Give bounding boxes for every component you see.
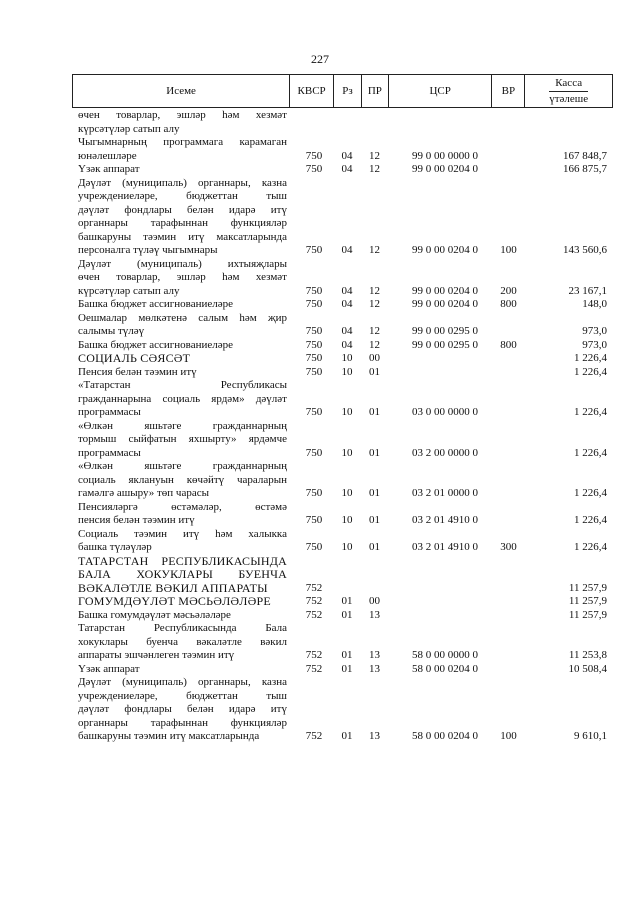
row-name [72, 460, 289, 501]
row-pr: 12 [369, 298, 380, 310]
row-pr: 12 [369, 163, 380, 175]
row-name [72, 501, 289, 528]
row-name-line: Үзәк аппарат [78, 163, 140, 175]
row-name-line: «Татарстан Республикасы [78, 379, 287, 391]
row-name [72, 595, 289, 609]
header-rz: Рз [333, 75, 361, 107]
row-tsr: 99 0 00 0204 0 [412, 284, 478, 297]
row-rz: 04 [341, 149, 353, 162]
row-pr: 00 [369, 352, 380, 364]
row-tsr: 99 0 00 0204 0 [412, 298, 478, 310]
row-pr: 12 [369, 244, 380, 256]
row-kassa: 11 257,9 [568, 595, 607, 607]
row-kvsr: 750 [305, 352, 323, 364]
header-name: Исеме [166, 85, 196, 97]
row-rz: 04 [341, 338, 353, 351]
row-name-line: Башка бюджет ассигнованиеләре [78, 298, 233, 310]
row-name-line: «Өлкән яшьтәге гражданнарның [78, 460, 287, 472]
row-vr: 800 [500, 298, 517, 310]
row-name-line: Пенсияләргә өстәмәләр, өстәмә [78, 500, 287, 513]
row-name-line: башкаруны тәэмин итү максатларында [78, 730, 260, 742]
row-name [72, 676, 289, 744]
table-row [72, 420, 613, 461]
row-rz: 10 [341, 406, 353, 418]
row-name-line: пенсия белән тәэмин итү [78, 514, 195, 526]
row-name-line: Пенсия белән тәэмин итү [78, 365, 197, 378]
table-row [72, 163, 613, 177]
row-name-line: дәүләт фондлары белән идарә итү [78, 703, 287, 715]
row-kassa: 973,0 [582, 338, 607, 351]
table-row [72, 501, 613, 528]
row-kvsr: 750 [305, 163, 323, 175]
row-name-line: Башка бюджет ассигнованиеләре [78, 338, 233, 351]
row-rz: 01 [341, 662, 353, 675]
row-pr: 01 [369, 406, 380, 418]
row-tsr: 99 0 00 0000 0 [412, 149, 478, 162]
header-pr: ПР [361, 75, 388, 107]
row-vr: 800 [500, 338, 517, 351]
row-kassa: 11 253,8 [568, 649, 607, 661]
header-kvsr: КВСР [289, 75, 333, 107]
row-kvsr: 750 [305, 298, 323, 310]
row-rz: 10 [341, 365, 353, 378]
row-tsr: 03 0 00 0000 0 [412, 406, 478, 418]
row-name [72, 528, 289, 555]
row-kvsr: 750 [305, 284, 323, 297]
row-name-line: ГОМУМДӘҮЛӘТ МӘСЬӘЛӘЛӘРЕ [78, 594, 271, 608]
row-name [72, 379, 289, 420]
row-rz: 10 [341, 446, 353, 459]
row-name [72, 298, 289, 312]
row-kassa: 1 226,4 [574, 487, 607, 499]
row-name-line: гамәлгә ашыру» төп чарасы [78, 487, 210, 499]
row-kassa: 1 226,4 [574, 406, 607, 418]
table-header [72, 74, 613, 108]
row-rz: 01 [341, 730, 353, 742]
row-kvsr: 750 [305, 149, 323, 162]
table-row [72, 622, 613, 663]
header-kassa-line2: үтәлеше [549, 93, 589, 105]
row-pr: 01 [369, 514, 380, 526]
table-row [72, 366, 613, 380]
row-rz: 10 [341, 514, 353, 526]
row-kvsr: 750 [305, 541, 323, 553]
row-name [72, 339, 289, 353]
row-name [72, 663, 289, 677]
header-vr: ВР [491, 75, 524, 107]
row-pr: 13 [369, 730, 380, 742]
row-name [72, 366, 289, 380]
row-kassa: 11 257,9 [568, 608, 607, 621]
row-name-line: өчен товарлар, эшләр һәм хезмәт [78, 109, 287, 121]
row-kassa: 11 257,9 [568, 581, 607, 594]
row-kassa: 10 508,4 [568, 662, 607, 675]
table-row [72, 109, 613, 136]
row-name-line: ВӘКАЛӘТЛЕ ВӘКИЛ АППАРАТЫ [78, 580, 268, 595]
row-kvsr: 752 [305, 608, 323, 621]
row-name-line: органнары тарафыннан функцияләр [78, 217, 287, 229]
row-tsr: 03 2 01 0000 0 [412, 487, 478, 499]
header-tsr: ЦСР [388, 75, 492, 107]
row-rz: 10 [341, 487, 353, 499]
table-row [72, 663, 613, 677]
row-kassa: 167 848,7 [563, 149, 607, 162]
row-name-line: учреждениеләре, бюджеттан тыш [78, 190, 287, 202]
row-rz: 04 [341, 284, 353, 297]
row-pr: 12 [369, 149, 380, 162]
row-tsr: 03 2 01 4910 0 [412, 514, 478, 526]
row-name-line: башкаруны тәэмин итү максатларында [78, 230, 287, 243]
row-kvsr: 750 [305, 487, 323, 499]
row-rz: 10 [341, 352, 353, 364]
row-name [72, 109, 289, 136]
row-pr: 01 [369, 365, 380, 378]
row-pr: 13 [369, 608, 380, 621]
row-pr: 13 [369, 662, 380, 675]
row-kvsr: 750 [305, 338, 323, 351]
row-kassa: 1 226,4 [574, 514, 607, 526]
row-rz: 10 [341, 541, 353, 553]
row-name-line: ТАТАРСТАН РЕСПУБЛИКАСЫНДА [78, 553, 287, 568]
table-row [72, 676, 613, 744]
row-kassa: 9 610,1 [574, 730, 607, 742]
row-name [72, 163, 289, 177]
row-tsr: 03 2 01 4910 0 [412, 541, 478, 553]
row-name-line: программасы [78, 446, 141, 459]
table-row [72, 379, 613, 420]
row-name-line: юнәлешләре [78, 149, 137, 162]
row-kassa: 148,0 [582, 298, 607, 310]
table-row [72, 312, 613, 339]
row-name-line: Башка гомумдәүләт мәсьәләләре [78, 608, 231, 621]
row-name-line: гражданнарына социаль ярдәм» дәүләт [78, 392, 287, 405]
row-name-line: учреждениеләре, бюджеттан тыш [78, 689, 287, 702]
row-tsr: 99 0 00 0204 0 [412, 163, 478, 175]
row-pr: 01 [369, 446, 380, 459]
table-row [72, 177, 613, 258]
row-kassa: 1 226,4 [574, 446, 607, 459]
row-kassa: 1 226,4 [574, 541, 607, 553]
row-name-line: «Өлкән яшьтәге гражданнарның [78, 419, 287, 432]
row-name [72, 312, 289, 339]
header-kassa [524, 75, 612, 107]
table-row [72, 352, 613, 366]
row-kassa: 973,0 [582, 325, 607, 337]
table-row [72, 595, 613, 609]
row-kassa: 23 167,1 [568, 284, 607, 297]
row-name-line: салымы түләү [78, 325, 145, 337]
table-row [72, 609, 613, 623]
row-name-line: күрсәтүләр сатып алу [78, 122, 180, 135]
table-row [72, 136, 613, 163]
row-name-line: Дәүләт (муниципаль) ихтыяҗлары [78, 257, 287, 270]
row-rz: 04 [341, 163, 353, 175]
table-row [72, 460, 613, 501]
row-name-line: Татарстан Республикасында Бала [78, 622, 287, 634]
row-name-line: аппараты эшчәнлеген тәэмин итү [78, 649, 235, 661]
row-name-line: персоналга түләү чыгымнары [78, 244, 218, 256]
row-name-line: программасы [78, 406, 141, 418]
row-name-line: хокуклары буенча вәкаләтле вәкил [78, 635, 287, 648]
row-kvsr: 752 [305, 581, 323, 594]
row-name [72, 609, 289, 623]
row-kvsr: 752 [305, 730, 323, 742]
row-kassa: 1 226,4 [574, 365, 607, 378]
row-name [72, 258, 289, 299]
row-name-line: Социаль тәэмин итү һәм халыкка [78, 527, 287, 540]
row-tsr: 03 2 00 0000 0 [412, 446, 478, 459]
row-tsr: 99 0 00 0295 0 [412, 338, 478, 351]
table-row [72, 528, 613, 555]
table-row [72, 339, 613, 353]
table-body [72, 109, 613, 744]
header-kassa-line1: Касса [555, 77, 583, 89]
row-name-line: СОЦИАЛЬ СӘЯСӘТ [78, 351, 191, 365]
row-name-line: социаль яклануын көчәйтү чараларын [78, 473, 287, 486]
row-tsr: 99 0 00 0204 0 [412, 244, 478, 256]
row-kvsr: 750 [305, 406, 323, 418]
row-name-line: өчен товарлар, эшләр һәм хезмәт [78, 271, 287, 283]
row-pr: 01 [369, 487, 380, 499]
row-name [72, 136, 289, 163]
row-name-line: Үзәк аппарат [78, 662, 140, 675]
row-vr: 300 [500, 541, 517, 553]
row-name-line: органнары тарафыннан функцияләр [78, 716, 287, 729]
row-pr: 12 [369, 284, 380, 297]
row-tsr: 58 0 00 0204 0 [412, 730, 478, 742]
row-name-line: Дәүләт (муниципаль) органнары, казна [78, 176, 287, 189]
row-kvsr: 752 [305, 649, 323, 661]
row-pr: 00 [369, 595, 380, 607]
row-kassa: 1 226,4 [574, 352, 607, 364]
row-pr: 12 [369, 325, 380, 337]
row-kvsr: 750 [305, 244, 323, 256]
row-name [72, 420, 289, 461]
row-tsr: 99 0 00 0295 0 [412, 325, 478, 337]
page-number: 227 [311, 52, 329, 66]
row-kassa: 166 875,7 [563, 163, 607, 175]
row-pr: 12 [369, 338, 380, 351]
row-kvsr: 750 [305, 446, 323, 459]
row-rz: 04 [341, 298, 353, 310]
row-name-line: Оешмалар мөлкәтенә салым һәм җир [78, 311, 287, 324]
row-rz: 01 [341, 649, 353, 661]
row-rz: 01 [341, 595, 353, 607]
row-vr: 200 [500, 284, 517, 297]
row-name-line: дәүләт фондлары белән идарә итү [78, 203, 287, 216]
table-row [72, 258, 613, 299]
row-rz: 04 [341, 325, 353, 337]
row-pr: 13 [369, 649, 380, 661]
row-kassa: 143 560,6 [563, 244, 607, 256]
row-pr: 01 [369, 541, 380, 553]
row-name [72, 177, 289, 258]
row-name-line: күрсәтүләр сатып алу [78, 284, 180, 297]
row-name-line: тормыш сыйфатын яхшырту» ярдәмче [78, 433, 287, 445]
row-tsr: 58 0 00 0000 0 [412, 649, 478, 661]
row-kvsr: 752 [305, 662, 323, 675]
row-name-line: башка түләүләр [78, 541, 152, 553]
row-name [72, 555, 289, 596]
row-rz: 04 [341, 244, 353, 256]
row-kvsr: 750 [305, 325, 323, 337]
row-kvsr: 750 [305, 365, 323, 378]
row-vr: 100 [500, 244, 517, 256]
row-tsr: 58 0 00 0204 0 [412, 662, 478, 675]
row-name [72, 352, 289, 366]
row-name [72, 622, 289, 663]
table-row [72, 555, 613, 596]
row-kvsr: 750 [305, 514, 323, 526]
row-name-line: Дәүләт (муниципаль) органнары, казна [78, 676, 287, 688]
row-name-line: Чыгымнарның программага карамаган [78, 136, 287, 148]
row-vr: 100 [500, 730, 517, 742]
table-row [72, 298, 613, 312]
row-rz: 01 [341, 608, 353, 621]
row-kvsr: 752 [305, 595, 323, 607]
row-name-line: БАЛА ХОКУКЛАРЫ БУЕНЧА [78, 567, 287, 581]
